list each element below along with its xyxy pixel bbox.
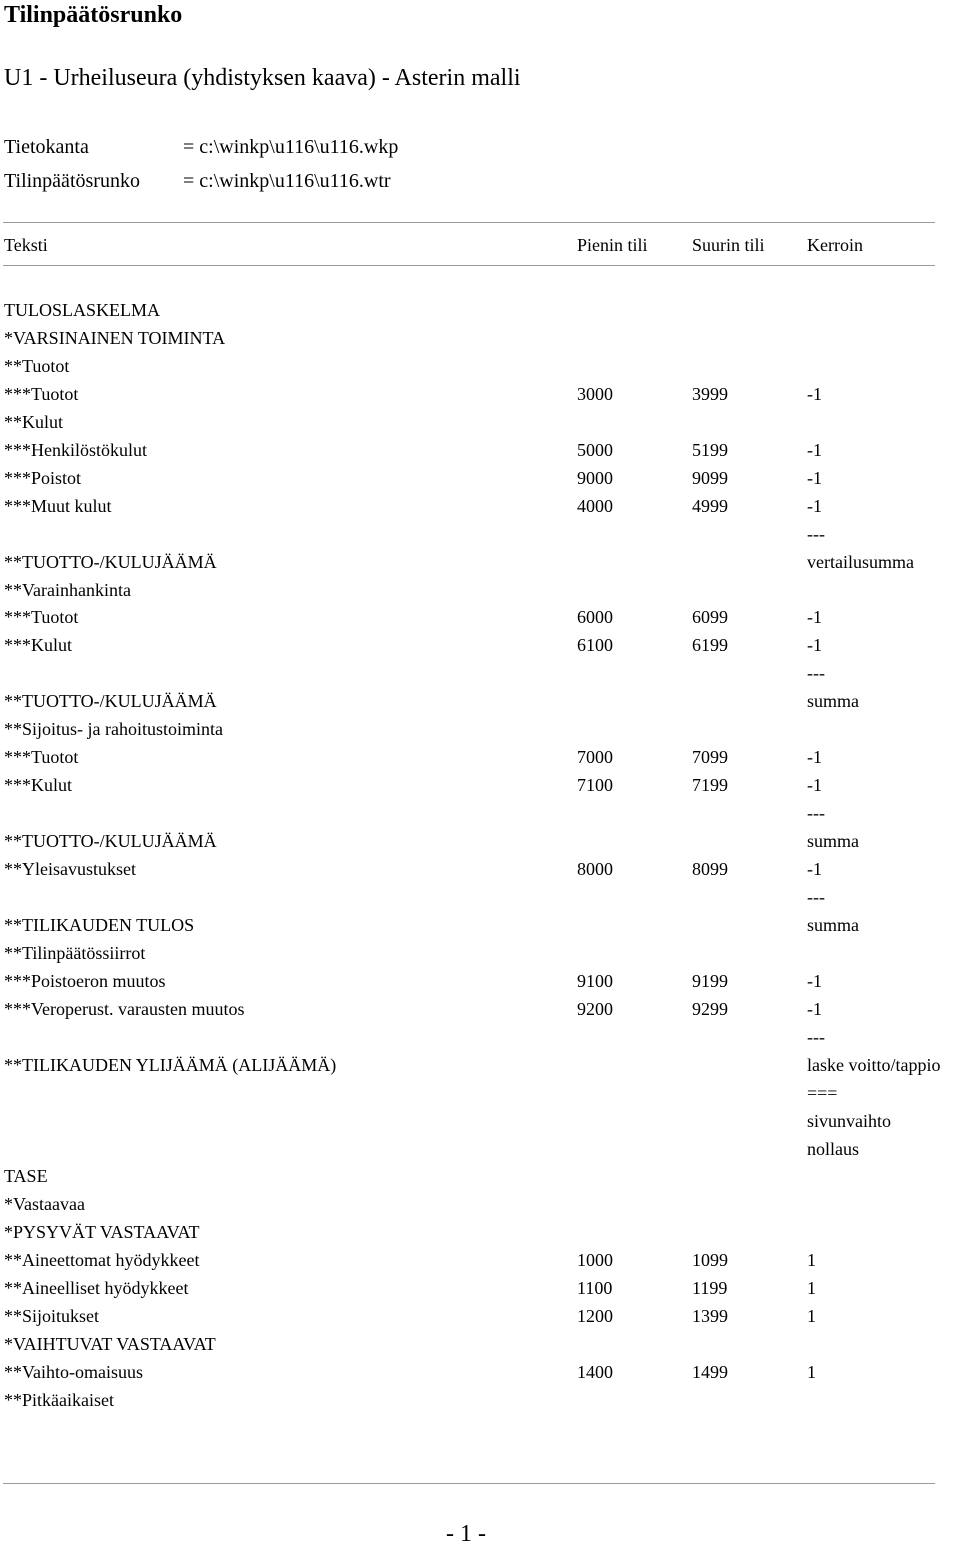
row-max-account: 1499 xyxy=(692,1362,728,1382)
row-factor: vertailusumma xyxy=(807,552,914,572)
row-min-account: 7000 xyxy=(577,747,613,767)
row-max-account: 1399 xyxy=(692,1306,728,1326)
page-title: Tilinpäätösrunko xyxy=(4,2,183,28)
row-text: **Yleisavustukset xyxy=(4,859,136,879)
row-factor: --- xyxy=(807,887,825,907)
row-min-account: 1200 xyxy=(577,1306,613,1326)
row-factor: -1 xyxy=(807,775,822,795)
row-text: **TUOTTO-/KULUJÄÄMÄ xyxy=(4,831,217,851)
row-factor: -1 xyxy=(807,496,822,516)
row-text: **Tuotot xyxy=(4,356,70,376)
row-text: **TILIKAUDEN TULOS xyxy=(4,915,195,935)
row-factor: nollaus xyxy=(807,1139,859,1159)
row-factor: -1 xyxy=(807,635,822,655)
row-min-account: 9200 xyxy=(577,999,613,1019)
page-number: - 1 - xyxy=(446,1521,486,1547)
row-factor: -1 xyxy=(807,747,822,767)
row-max-account: 9199 xyxy=(692,971,728,991)
row-text: ***Muut kulut xyxy=(4,496,112,516)
row-text: ***Poistoeron muutos xyxy=(4,971,166,991)
row-factor: --- xyxy=(807,803,825,823)
header-rule-top xyxy=(3,222,935,223)
row-min-account: 8000 xyxy=(577,859,613,879)
row-factor: 1 xyxy=(807,1250,816,1270)
row-factor: -1 xyxy=(807,999,822,1019)
row-text: ***Tuotot xyxy=(4,747,79,767)
page-subtitle: U1 - Urheiluseura (yhdistyksen kaava) - Asterin malli xyxy=(4,65,521,91)
row-factor: 1 xyxy=(807,1278,816,1298)
row-factor: summa xyxy=(807,915,859,935)
row-text: **TUOTTO-/KULUJÄÄMÄ xyxy=(4,552,217,572)
row-text: **Vaihto-omaisuus xyxy=(4,1362,143,1382)
row-text: **Aineettomat hyödykkeet xyxy=(4,1250,200,1270)
row-text: *Vastaavaa xyxy=(4,1194,85,1214)
row-factor: summa xyxy=(807,691,859,711)
row-factor: -1 xyxy=(807,971,822,991)
row-factor: sivunvaihto xyxy=(807,1111,891,1131)
row-max-account: 7199 xyxy=(692,775,728,795)
row-text: **Kulut xyxy=(4,412,64,432)
row-text: TULOSLASKELMA xyxy=(4,300,160,320)
row-text: *PYSYVÄT VASTAAVAT xyxy=(4,1222,200,1242)
row-text: **Pitkäaikaiset xyxy=(4,1390,114,1410)
row-min-account: 7100 xyxy=(577,775,613,795)
row-max-account: 8099 xyxy=(692,859,728,879)
row-factor: 1 xyxy=(807,1362,816,1382)
row-max-account: 5199 xyxy=(692,440,728,460)
row-text: **TILIKAUDEN YLIJÄÄMÄ (ALIJÄÄMÄ) xyxy=(4,1055,337,1075)
column-header-pienin-tili: Pienin tili xyxy=(577,235,648,255)
row-text: TASE xyxy=(4,1166,48,1186)
meta-value-template: = c:\winkp\u116\u116.wtr xyxy=(183,170,391,192)
column-header-teksti: Teksti xyxy=(4,235,48,255)
row-text: **Tilinpäätössiirrot xyxy=(4,943,146,963)
row-text: ***Kulut xyxy=(4,635,73,655)
row-text: **Sijoitus- ja rahoitustoiminta xyxy=(4,719,223,739)
row-factor: === xyxy=(807,1083,838,1103)
row-min-account: 4000 xyxy=(577,496,613,516)
row-text: ***Veroperust. varausten muutos xyxy=(4,999,245,1019)
row-max-account: 6099 xyxy=(692,607,728,627)
row-max-account: 9299 xyxy=(692,999,728,1019)
meta-label-template: Tilinpäätösrunko xyxy=(4,170,140,192)
row-text: **Sijoitukset xyxy=(4,1306,100,1326)
row-factor: -1 xyxy=(807,607,822,627)
row-text: ***Henkilöstökulut xyxy=(4,440,147,460)
row-factor: -1 xyxy=(807,468,822,488)
row-max-account: 1199 xyxy=(692,1278,728,1298)
row-text: *VARSINAINEN TOIMINTA xyxy=(4,328,226,348)
meta-label-database: Tietokanta xyxy=(4,136,89,158)
row-min-account: 1000 xyxy=(577,1250,613,1270)
row-max-account: 9099 xyxy=(692,468,728,488)
row-max-account: 6199 xyxy=(692,635,728,655)
column-header-kerroin: Kerroin xyxy=(807,235,863,255)
row-factor: -1 xyxy=(807,859,822,879)
row-factor: laske voitto/tappio xyxy=(807,1055,941,1075)
row-text: ***Poistot xyxy=(4,468,82,488)
row-max-account: 1099 xyxy=(692,1250,728,1270)
row-min-account: 6000 xyxy=(577,607,613,627)
row-text: **TUOTTO-/KULUJÄÄMÄ xyxy=(4,691,217,711)
row-min-account: 6100 xyxy=(577,635,613,655)
row-factor: -1 xyxy=(807,384,822,404)
row-min-account: 5000 xyxy=(577,440,613,460)
row-text: ***Tuotot xyxy=(4,384,79,404)
row-text: ***Tuotot xyxy=(4,607,79,627)
row-factor: summa xyxy=(807,831,859,851)
row-text: **Varainhankinta xyxy=(4,580,131,600)
row-max-account: 3999 xyxy=(692,384,728,404)
row-factor: --- xyxy=(807,663,825,683)
row-text: *VAIHTUVAT VASTAAVAT xyxy=(4,1334,216,1354)
row-factor: -1 xyxy=(807,440,822,460)
footer-rule xyxy=(3,1483,935,1484)
row-factor: --- xyxy=(807,524,825,544)
row-min-account: 1400 xyxy=(577,1362,613,1382)
column-header-suurin-tili: Suurin tili xyxy=(692,235,765,255)
row-factor: 1 xyxy=(807,1306,816,1326)
row-text: ***Kulut xyxy=(4,775,73,795)
meta-value-database: = c:\winkp\u116\u116.wkp xyxy=(183,136,399,158)
row-factor: --- xyxy=(807,1027,825,1047)
row-max-account: 4999 xyxy=(692,496,728,516)
row-max-account: 7099 xyxy=(692,747,728,767)
row-min-account: 3000 xyxy=(577,384,613,404)
row-text: **Aineelliset hyödykkeet xyxy=(4,1278,189,1298)
row-min-account: 9000 xyxy=(577,468,613,488)
header-rule-bottom xyxy=(3,265,935,266)
row-min-account: 9100 xyxy=(577,971,613,991)
row-min-account: 1100 xyxy=(577,1278,613,1298)
